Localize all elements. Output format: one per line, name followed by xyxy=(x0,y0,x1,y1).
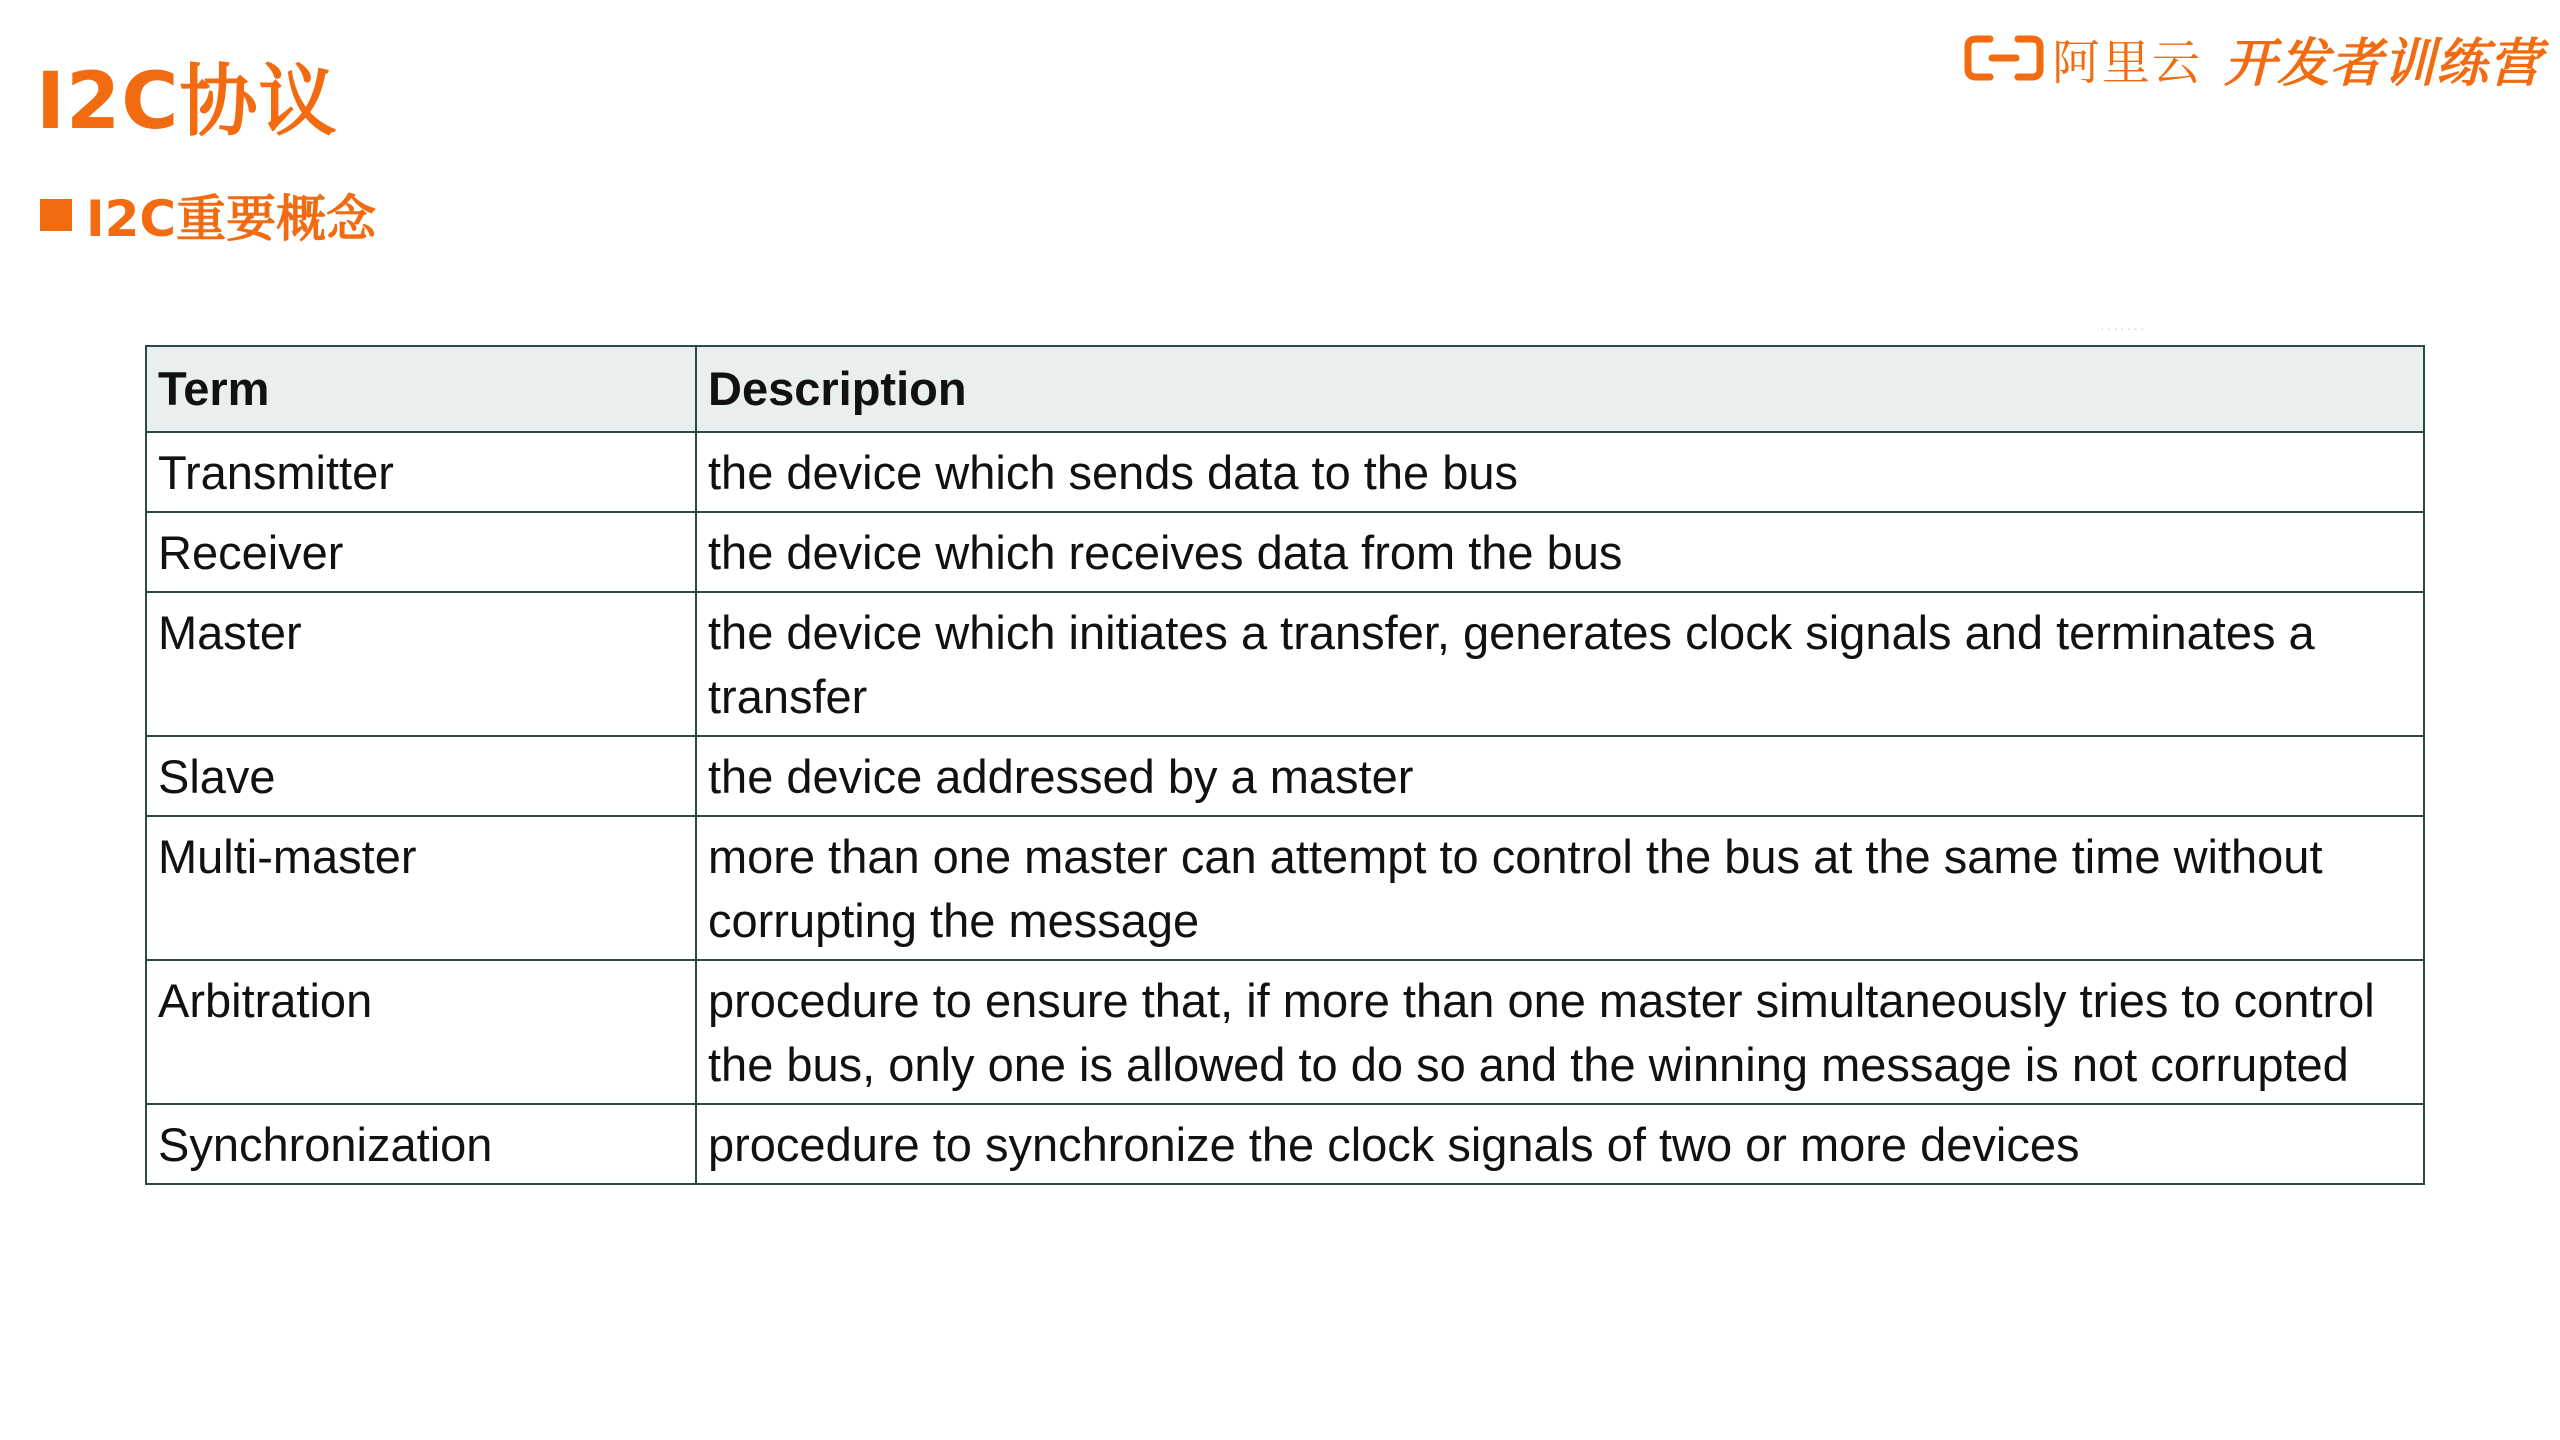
term-cell: Transmitter xyxy=(146,432,696,512)
terms-table xyxy=(145,345,2425,1185)
description-cell: the device which initiates a transfer, generates clock signals and terminates a transfer xyxy=(696,592,2424,736)
table-row xyxy=(146,432,2424,512)
brand-tagline: 开发者训练营 xyxy=(2223,33,2542,94)
table-row xyxy=(146,816,2424,960)
description-cell: the device which receives data from the bus xyxy=(696,512,2424,592)
term-cell: Synchronization xyxy=(146,1104,696,1184)
header-term: Term xyxy=(146,346,696,432)
table-header-row xyxy=(146,346,2424,432)
table-row xyxy=(146,736,2424,816)
section-subtitle-text: I2C重要概念 xyxy=(86,190,377,248)
table-row xyxy=(146,1104,2424,1184)
term-cell: Slave xyxy=(146,736,696,816)
description-cell: procedure to ensure that, if more than one master simultaneously tries to control the bus, only one is allowed to do so and the winning message is not corrupted xyxy=(696,960,2424,1104)
description-cell: the device addressed by a master xyxy=(696,736,2424,816)
square-bullet-icon xyxy=(40,199,72,231)
slide-title: I2C协议 xyxy=(36,57,338,147)
term-cell: Receiver xyxy=(146,512,696,592)
table-row xyxy=(146,512,2424,592)
term-cell: Arbitration xyxy=(146,960,696,1104)
table-row xyxy=(146,592,2424,736)
table-row xyxy=(146,960,2424,1104)
header-description: Description xyxy=(696,346,2424,432)
brand-logo xyxy=(1964,22,2542,94)
section-subtitle xyxy=(40,180,376,250)
term-cell: Multi-master xyxy=(146,816,696,960)
description-cell: procedure to synchronize the clock signals of two or more devices xyxy=(696,1104,2424,1184)
term-cell: Master xyxy=(146,592,696,736)
decorative-dots: ······· xyxy=(2100,320,2147,336)
table-body xyxy=(146,432,2424,1184)
description-cell: the device which sends data to the bus xyxy=(696,432,2424,512)
aliyun-bracket-logo-icon xyxy=(1964,33,2044,83)
brand-name: 阿里云 xyxy=(2051,34,2202,91)
description-cell: more than one master can attempt to control the bus at the same time without corrupting the message xyxy=(696,816,2424,960)
